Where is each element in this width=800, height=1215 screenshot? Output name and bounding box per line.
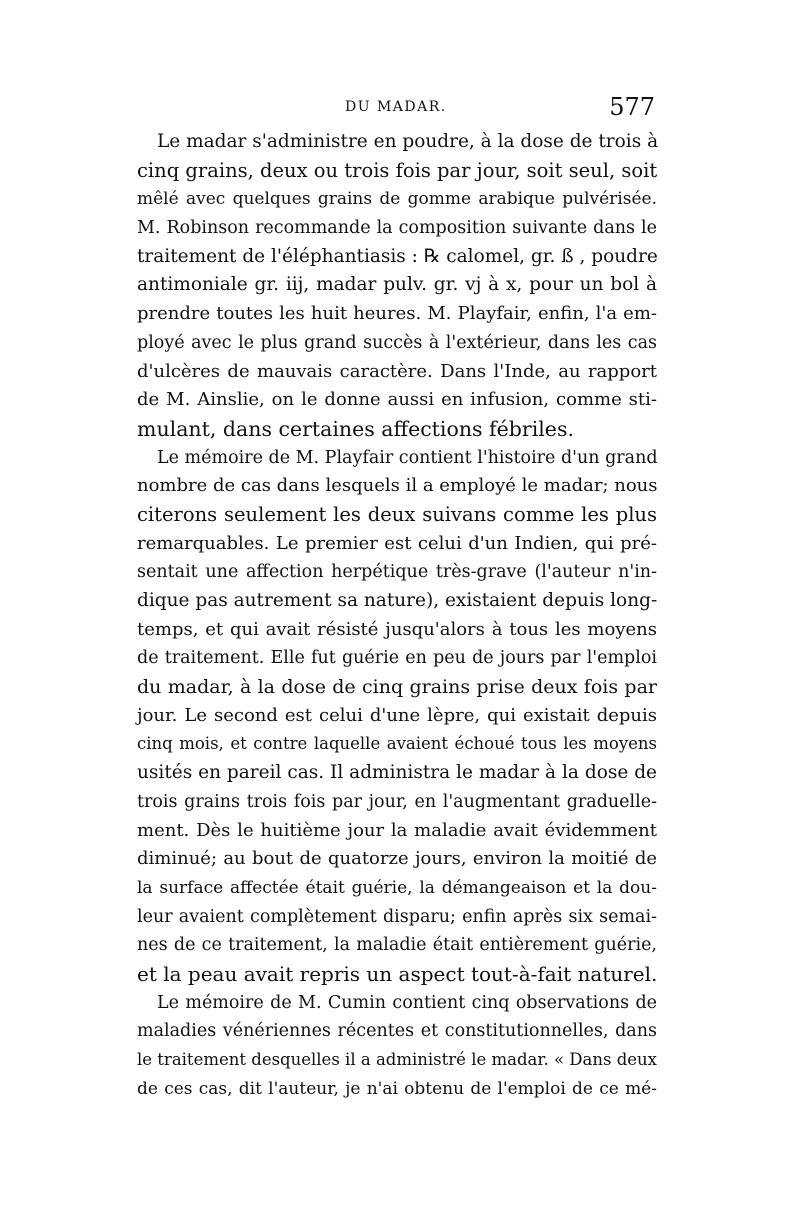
- text-line: traitement de l'éléphantiasis : ℞ calomel, gr. ß , poudre: [137, 245, 658, 267]
- text-line: et la peau avait repris un aspect tout-à-fait naturel.: [137, 961, 658, 986]
- text-line: Le madar s'administre en poudre, à la dose de trois à: [157, 131, 659, 152]
- text-line: antimoniale gr. iij, madar pulv. gr. vj à x, pour un bol à: [137, 274, 657, 296]
- text-line: jour. Le second est celui d'une lèpre, qui existait depuis: [137, 704, 657, 726]
- running-title: DU MADAR.: [345, 99, 447, 115]
- text-line: Le mémoire de M. Playfair contient l'histoire d'un grand: [157, 447, 658, 468]
- text-line: mêlé avec quelques grains de gomme arabique pulvérisée.: [137, 189, 657, 210]
- text-line: leur avaient complètement disparu; enfin après six semai-: [137, 906, 657, 927]
- text-line: nes de ce traitement, la maladie était entièrement guérie,: [137, 935, 657, 956]
- text-line: maladies vénériennes récentes et constitutionnelles, dans: [137, 1021, 657, 1042]
- text-line: cinq grains, deux ou trois fois par jour, soit seul, soit: [137, 158, 658, 182]
- text-line: prendre toutes les huit heures. M. Playfair, enfin, l'a em-: [137, 303, 657, 325]
- text-line: ment. Dès le huitième jour la maladie avait évidemment: [137, 819, 657, 841]
- text-line: la surface affectée était guérie, la démangeaison et la dou-: [137, 877, 657, 898]
- text-line: M. Robinson recommande la composition suivante dans le: [137, 218, 657, 239]
- text-line: d'ulcères de mauvais caractère. Dans l'Inde, au rapport: [137, 360, 657, 382]
- page-header: [140, 93, 655, 123]
- text-line: citerons seulement les deux suivans comme les plus: [137, 502, 657, 526]
- text-line: dique pas autrement sa nature), existaient depuis long-: [137, 590, 658, 611]
- text-line: trois grains trois fois par jour, en l'augmentant graduelle-: [137, 791, 657, 812]
- page-number: 577: [609, 93, 655, 121]
- text-line: Le mémoire de M. Cumin contient cinq observations de: [157, 992, 657, 1013]
- text-line: de traitement. Elle fut guérie en peu de jours par l'emploi: [137, 648, 657, 669]
- text-line: nombre de cas dans lesquels il a employé le madar; nous: [137, 475, 658, 497]
- text-line: mulant, dans certaines affections fébriles.: [137, 416, 574, 441]
- text-line: de M. Ainslie, on le donne aussi en infusion, comme sti-: [137, 389, 657, 411]
- text-line: de ces cas, dit l'auteur, je n'ai obtenu de l'emploi de ce mé-: [137, 1078, 657, 1099]
- text-line: temps, et qui avait résisté jusqu'alors à tous les moyens: [137, 618, 657, 640]
- text-line: usités en pareil cas. Il administra le madar à la dose de: [137, 762, 657, 784]
- text-line: remarquables. Le premier est celui d'un Indien, qui pré-: [137, 532, 657, 554]
- text-line: sentait une affection herpétique très-grave (l'auteur n'in-: [137, 562, 657, 583]
- text-line: cinq mois, et contre laquelle avaient échoué tous les moyens: [137, 734, 657, 754]
- text-line: du madar, à la dose de cinq grains prise deux fois par: [137, 676, 657, 699]
- text-line: le traitement desquelles il a administré le madar. « Dans deux: [137, 1050, 657, 1069]
- body-text: [137, 128, 657, 1103]
- text-line: diminué; au bout de quatorze jours, environ la moitié de: [137, 848, 657, 870]
- text-line: ployé avec le plus grand succès à l'extérieur, dans les cas: [137, 332, 657, 353]
